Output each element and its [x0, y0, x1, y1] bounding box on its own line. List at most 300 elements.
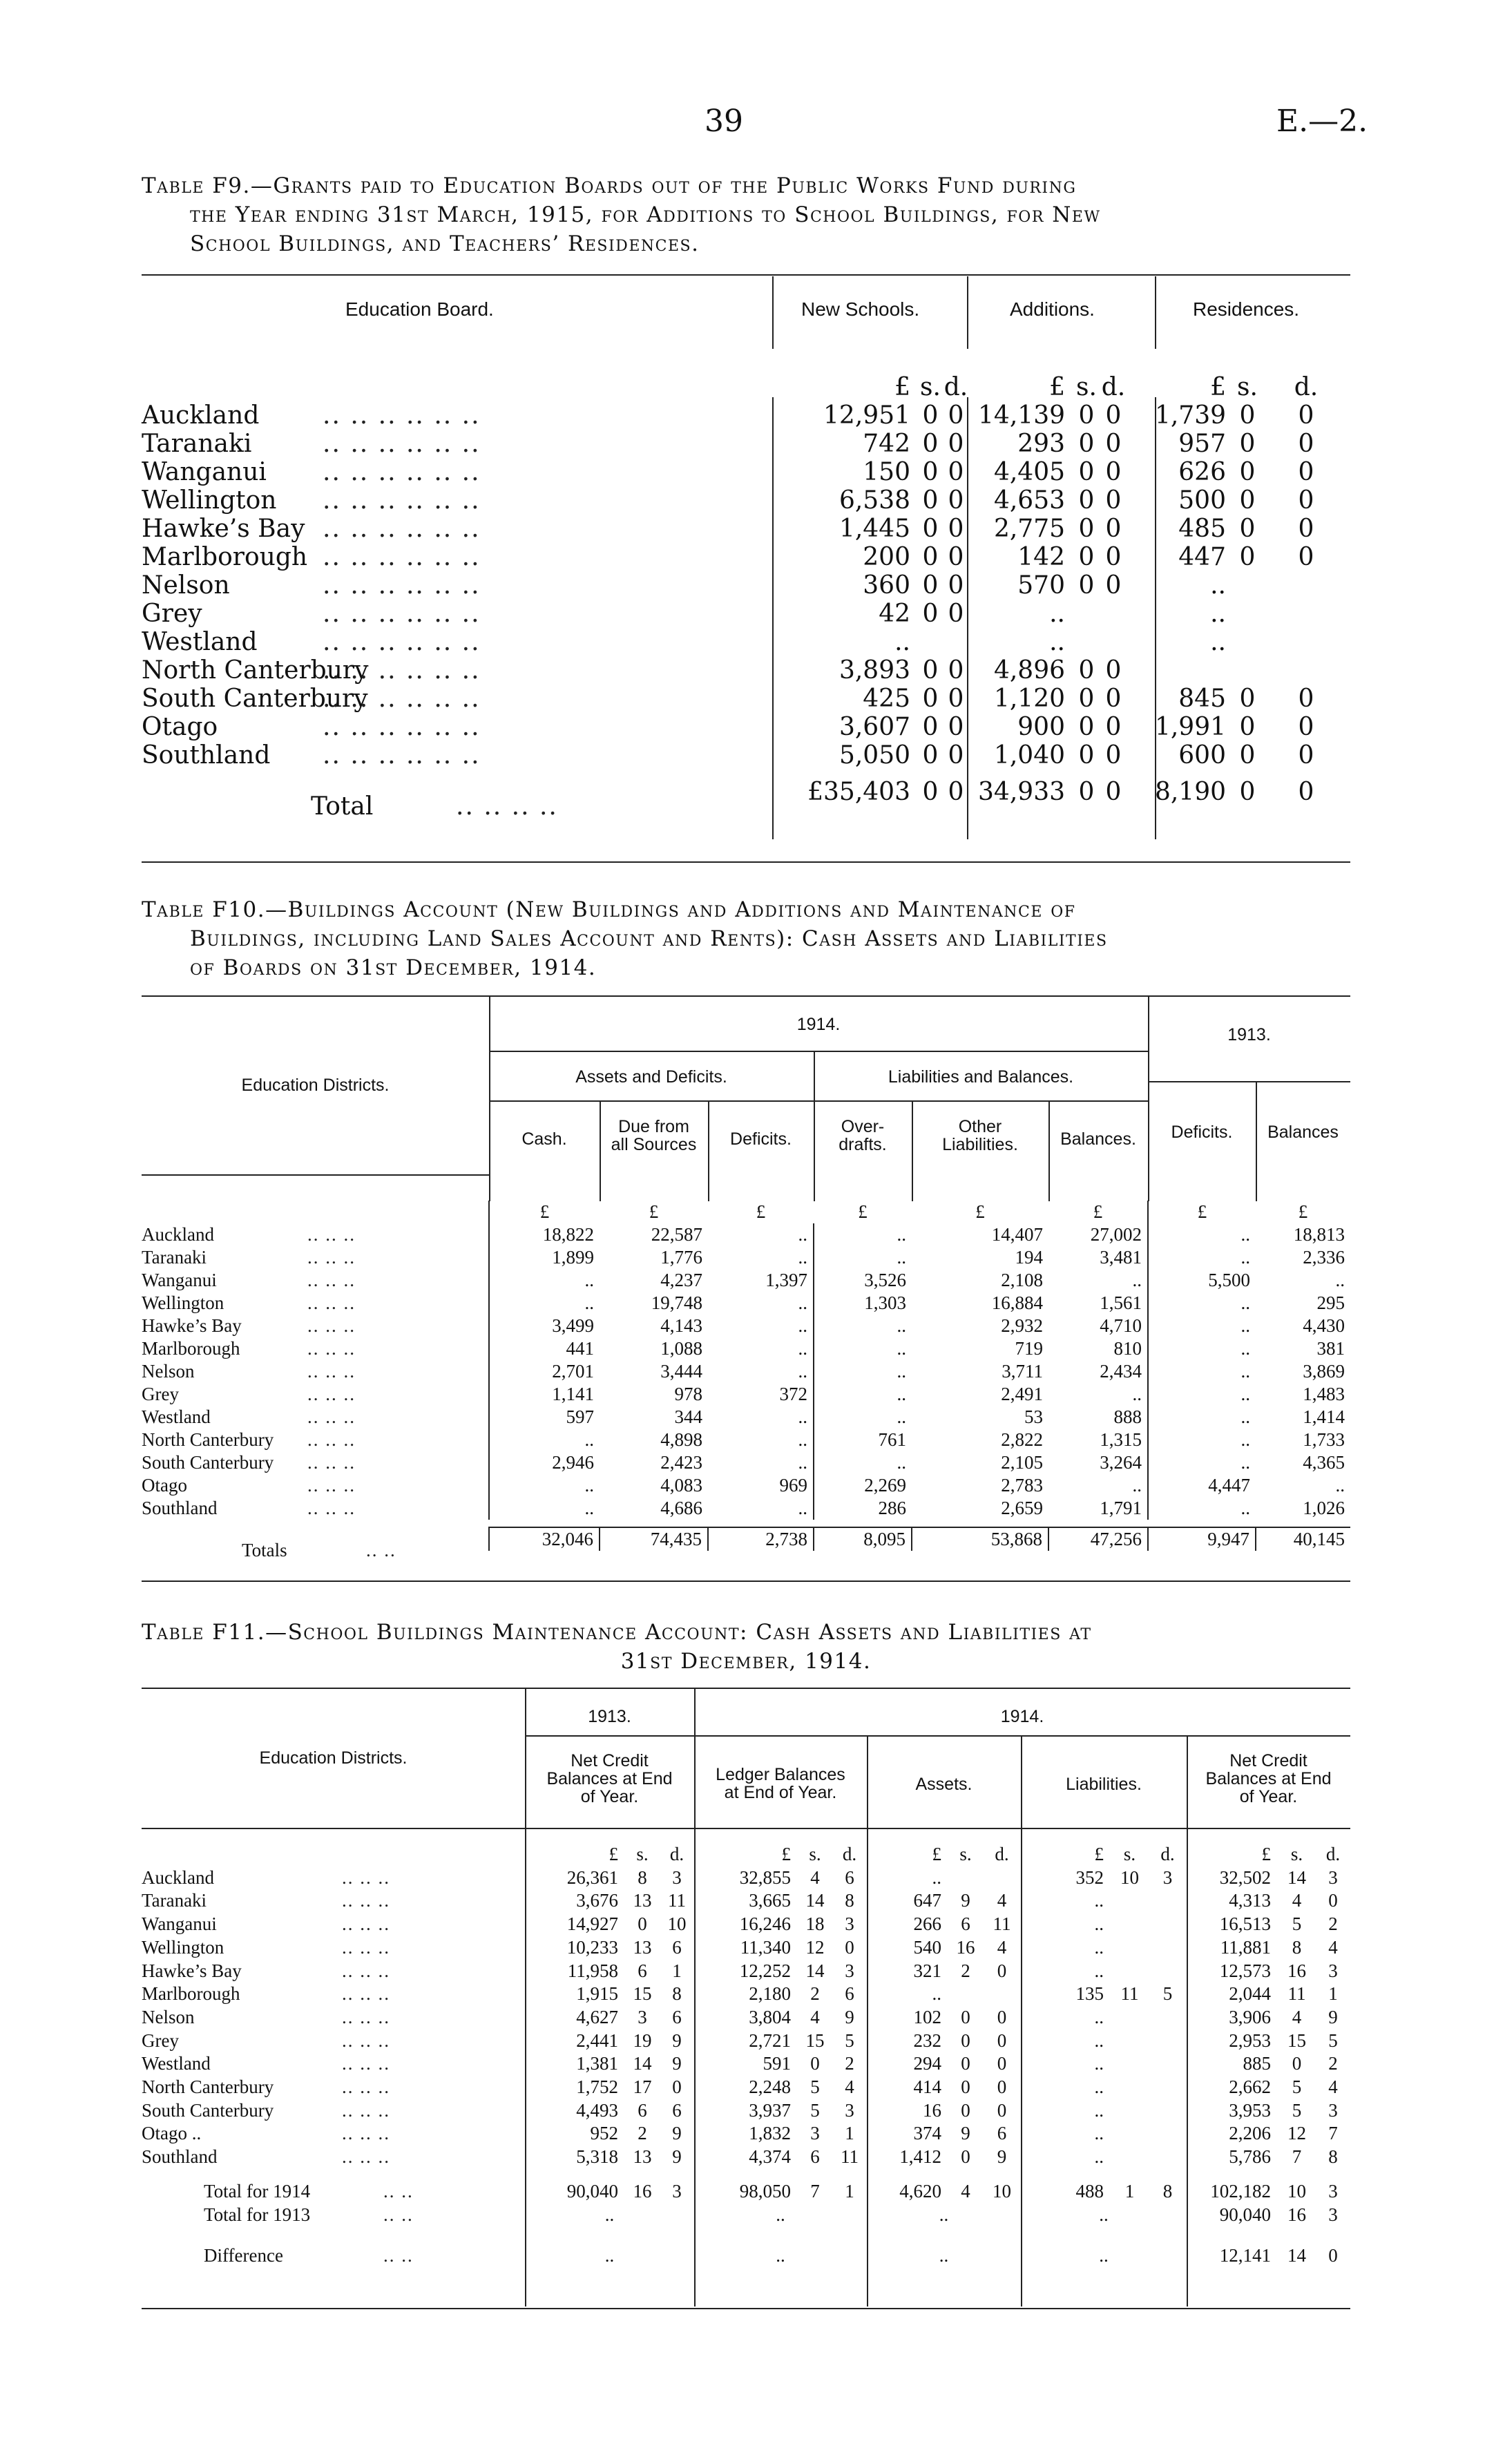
- table-f9-res-cell: 600: [1178, 741, 1226, 770]
- table-f9-total-res-cell: 8,190: [1154, 778, 1226, 806]
- table-f11-led-cell: 12,252: [739, 1960, 791, 1981]
- table-f11-lia-cell: 5: [1162, 1983, 1173, 2005]
- table-f10-value-cell: 5,500: [1148, 1269, 1256, 1292]
- table-f11-divider: [1187, 1828, 1188, 2307]
- table-f11-title-line-1: Table F11.—School Buildings Maintenance Account: Cash Assets and Liabilities at: [142, 1620, 1092, 1645]
- table-f9-new-cell: 742: [863, 430, 910, 458]
- table-f10-value-cell: 1,776: [660, 1247, 702, 1268]
- table-f11-rule: [525, 1735, 1350, 1737]
- table-f11-nc13-cell: 2,441: [576, 2030, 618, 2051]
- table-f10-col-overdrafts-line-1: Over-: [841, 1117, 885, 1136]
- leader-dots: .. .. ..: [342, 2030, 390, 2051]
- table-f10-district-cell: [142, 1406, 489, 1429]
- table-f11-nc13-cell: 3: [672, 2180, 682, 2202]
- district-name: Grey: [142, 2030, 179, 2051]
- table-f10-district-cell: [142, 1360, 489, 1383]
- table-f11-district-cell: [142, 1983, 525, 2006]
- table-f10-value-cell: ..: [798, 1247, 807, 1268]
- table-f11-lia-cell: [1149, 2099, 1187, 2123]
- leader-dots: .. .. ..: [307, 1338, 356, 1359]
- table-f11-nc14-cell: 5: [1292, 2076, 1302, 2098]
- unit-pounds: £: [894, 373, 910, 401]
- table-f11-nc13-cell: 5,318: [576, 2146, 618, 2168]
- table-f10-value-cell: 3,526: [814, 1269, 912, 1292]
- leader-dots: .. .. ..: [342, 1890, 390, 1911]
- table-f9-row: [142, 656, 1350, 685]
- table-f11-nc14-cell: 3,953: [1229, 2099, 1271, 2121]
- leader-dots: .. .. ..: [307, 1452, 356, 1473]
- table-f9-bottom-rule: [142, 861, 1350, 863]
- table-f11-lia-cell: [1149, 2146, 1187, 2169]
- table-f9-add-cell: 0: [1105, 430, 1122, 458]
- table-f11-lia-cell: ..: [1094, 1890, 1104, 1911]
- table-f9-res-cell: 0: [1298, 430, 1314, 458]
- table-f10-group-assets: Assets and Deficits.: [575, 1067, 727, 1087]
- table-f10-value-cell: 3,264: [1100, 1452, 1142, 1473]
- table-f11-led-cell: 2,721: [749, 2030, 791, 2051]
- table-f10-col-deficits-1913: Deficits.: [1171, 1123, 1233, 1142]
- board-name: Marlborough: [142, 543, 308, 571]
- table-f9-res-cell: 0: [1298, 741, 1314, 770]
- table-f10-value-cell: ..: [489, 1292, 600, 1315]
- table-f11-nc14-cell: 5: [1292, 1913, 1302, 1935]
- table-f9-board-cell: [142, 685, 772, 713]
- table-f11-district-cell: [142, 2146, 525, 2169]
- table-f11-lia-cell: 135: [1075, 1983, 1104, 2005]
- table-f9-col-board: Education Board.: [345, 298, 494, 320]
- table-f9-res-cell: 0: [1239, 685, 1256, 713]
- table-f11-nc13-cell: 1: [672, 1960, 682, 1981]
- table-f11-nc14-cell: 11,881: [1220, 1936, 1271, 1958]
- board-name: Hawke’s Bay: [142, 515, 305, 543]
- table-f9-res-cell: 0: [1298, 685, 1314, 713]
- table-f11-nc13-cell: 4,493: [576, 2099, 618, 2121]
- table-f11-led-cell: 1,832: [749, 2123, 791, 2144]
- table-f11-district-cell: [142, 2030, 525, 2053]
- table-f11-led-cell: 18: [805, 1913, 825, 1935]
- table-f11-ast-cell: 0: [997, 1960, 1007, 1981]
- table-f10-value-cell: 53: [1024, 1406, 1043, 1427]
- table-f10-title-line-1: Table F10.—Buildings Account (New Buildings and Additions and Maintenance of: [142, 897, 1076, 922]
- table-f9-add-cell: ..: [1049, 600, 1065, 628]
- table-f9-res-cell: 1,739: [1154, 401, 1226, 430]
- table-f10-district-cell: [142, 1246, 489, 1269]
- table-f11-row: [142, 2122, 1350, 2146]
- table-f11-row: [142, 2146, 1350, 2169]
- table-f11-district-cell: [142, 2052, 525, 2076]
- table-f11-divider: [867, 1828, 868, 2307]
- table-f11-lia-cell: [1111, 2099, 1149, 2123]
- table-f9-board-cell: [142, 543, 772, 571]
- table-f10-title: [142, 895, 1350, 982]
- table-f11-nc14-cell: 0: [1328, 2245, 1338, 2266]
- table-f11-nc14-cell: 11: [1287, 1983, 1306, 2005]
- table-f10-value-cell: 888: [1113, 1406, 1142, 1427]
- table-f11-ast-cell: 0: [997, 2006, 1007, 2027]
- leader-dots: .. .. .. .. .. ..: [323, 628, 481, 656]
- table-f9: [142, 373, 1350, 821]
- table-f10-value-cell: ..: [489, 1474, 600, 1497]
- table-f11-nc14-cell: 4: [1292, 1890, 1302, 1911]
- leader-dots: .. .. ..: [307, 1475, 356, 1496]
- table-f11-nc14-cell: 12,141: [1219, 2245, 1271, 2266]
- district-name: North Canterbury: [142, 1429, 274, 1450]
- table-f11-led-cell: 3: [810, 2123, 820, 2144]
- table-f11-lia-cell: 1: [1124, 2180, 1135, 2202]
- table-f9-total-add-cell: 0: [1078, 778, 1095, 806]
- table-f11-led-cell: 6: [845, 1983, 854, 2005]
- table-f9-total-res-cell: 0: [1239, 778, 1256, 806]
- table-f10-row: [142, 1429, 1350, 1451]
- table-f9-res-cell: 0: [1239, 543, 1256, 571]
- table-f10-value-cell: 810: [1113, 1338, 1142, 1359]
- table-f11-nc13-cell: 3,676: [576, 1890, 618, 1911]
- board-name: Wellington: [142, 486, 277, 515]
- table-f11-led-cell: 5: [810, 2076, 820, 2098]
- table-f11-ast-cell: 266: [913, 1913, 941, 1935]
- table-f11: [142, 1843, 1350, 2268]
- unit-pounds: £: [1049, 373, 1065, 401]
- table-f9-new-cell: 0: [948, 600, 964, 628]
- table-f10-district-cell: [142, 1429, 489, 1451]
- table-f11-lia-cell: [1111, 1889, 1149, 1913]
- spacer-row: [142, 770, 1350, 778]
- table-f11-lia-cell: ..: [1094, 2076, 1104, 2098]
- table-f11-nc13-cell: 11,958: [567, 1960, 618, 1981]
- table-f11-ast-cell: 540: [913, 1936, 941, 1958]
- table-f9-title-line-2: the Year ending 31st March, 1915, for Additions to School Buildings, for New: [190, 202, 1101, 227]
- table-f11-ast-cell: 9: [997, 2146, 1007, 2168]
- table-f10-value-cell: 2,932: [1001, 1315, 1043, 1336]
- leader-dots: .. ..: [383, 2204, 414, 2225]
- table-f11-lia-cell: ..: [1094, 1960, 1104, 1981]
- district-name: South Canterbury: [142, 2099, 274, 2121]
- table-f10-value-cell: 4,430: [1303, 1315, 1345, 1336]
- table-f9-res-cell: 0: [1298, 543, 1314, 571]
- table-f10-value-cell: 1,561: [1100, 1292, 1142, 1313]
- table-f9-new-cell: 0: [922, 401, 939, 430]
- board-name: Nelson: [142, 571, 230, 600]
- table-f11-led-cell: 6: [810, 2146, 820, 2168]
- table-f11-led-cell: 4,374: [749, 2146, 791, 2168]
- table-f11-led-cell: 14: [805, 1890, 825, 1911]
- table-f9-new-cell: 0: [922, 600, 939, 628]
- table-f11-nc13-cell: 4,627: [576, 2006, 618, 2027]
- table-f10-value-cell: 19,748: [651, 1292, 702, 1313]
- table-f9-res-cell: 0: [1298, 515, 1314, 543]
- table-f11-led-cell: 0: [810, 2053, 820, 2074]
- table-f11-row: [142, 1960, 1350, 1983]
- leader-dots: .. .. ..: [342, 1913, 390, 1935]
- table-f10-title-line-2: Buildings, including Land Sales Account and Rents): Cash Assets and Liabilities: [190, 926, 1108, 951]
- leader-dots: .. .. ..: [307, 1224, 356, 1245]
- table-f10-value-cell: ..: [1132, 1384, 1142, 1404]
- table-f11-ast-cell: 414: [913, 2076, 941, 2098]
- table-f10-district-cell: [142, 1497, 489, 1520]
- table-f11-ast-cell: 0: [997, 2076, 1007, 2098]
- table-f10-col-other-line-2: Liabilities.: [942, 1135, 1018, 1154]
- table-f10-value-cell: 2,701: [489, 1360, 600, 1383]
- table-f10-value-cell: ..: [814, 1315, 912, 1337]
- table-f11-ast-cell: 9: [961, 2123, 970, 2144]
- unit-pence: d.: [842, 1844, 857, 1864]
- table-f11-col-ledger-line-1: Ledger Balances: [716, 1765, 845, 1784]
- table-f9-divider: [772, 276, 774, 349]
- table-f11-lia-cell: ..: [1094, 2030, 1104, 2051]
- table-f11-ast-cell: 0: [961, 2099, 970, 2121]
- district-name: North Canterbury: [142, 2076, 274, 2098]
- table-f9-new-cell: 0: [948, 458, 964, 486]
- table-f9-new-cell: 0: [948, 486, 964, 515]
- table-f11-district-cell: [142, 1936, 525, 1960]
- table-f9-add-cell: 0: [1105, 401, 1122, 430]
- table-f11-ast-cell: 102: [913, 2006, 941, 2027]
- table-f11-nc13-cell: 0: [638, 1913, 647, 1935]
- page-number: 39: [705, 104, 743, 139]
- table-f9-new-cell: 1,445: [839, 515, 910, 543]
- table-f11-led-cell: 5: [810, 2099, 820, 2121]
- leader-dots: .. .. ..: [342, 2146, 390, 2168]
- district-name: Marlborough: [142, 1983, 240, 2005]
- table-f9-row: [142, 430, 1350, 458]
- table-f10-district-cell: [142, 1474, 489, 1497]
- table-f11-nc13-cell: 8: [672, 1983, 682, 2005]
- table-f11-ast-cell: 0: [961, 2030, 970, 2051]
- table-f9-board-cell: [142, 656, 772, 685]
- district-name: Southland: [142, 1498, 218, 1518]
- leader-dots: .. .. ..: [342, 2099, 390, 2121]
- table-f9-res-cell: 0: [1298, 458, 1314, 486]
- table-f11-row: [142, 2006, 1350, 2030]
- unit-pounds: £: [1093, 1201, 1103, 1222]
- table-f10-totals-row: [142, 1527, 1350, 1551]
- table-f11-led-cell: 2,180: [749, 1983, 791, 2005]
- table-f11-ast-cell: [948, 1866, 983, 1890]
- table-f9-add-cell: 0: [1078, 430, 1095, 458]
- table-f9-new-cell: 6,538: [839, 486, 910, 515]
- table-f11-led-cell: 0: [845, 1936, 854, 1958]
- table-f10-district-cell: [142, 1383, 489, 1406]
- table-f9-add-cell: 1,120: [993, 685, 1065, 713]
- table-f10-value-cell: ..: [798, 1429, 807, 1450]
- table-f9-title-line-1: Table F9.—Grants paid to Education Boards out of the Public Works Fund during: [142, 173, 1077, 198]
- leader-dots: .. .. ..: [342, 1960, 390, 1981]
- table-f9-board-cell: [142, 515, 772, 543]
- table-f11-lia-cell: [1149, 1936, 1187, 1960]
- table-f9-total-new-cell: 0: [948, 778, 964, 806]
- table-f11-nc13-cell: 9: [672, 2030, 682, 2051]
- table-f9-new-cell: 0: [948, 656, 964, 685]
- table-f9-new-cell: [917, 628, 943, 656]
- spacer-row: [142, 2169, 1350, 2180]
- table-f10-value-cell: ..: [1148, 1337, 1256, 1360]
- table-f11-bottom-rule: [142, 2308, 1350, 2309]
- table-f9-add-cell: 0: [1078, 656, 1095, 685]
- table-f9-row: [142, 685, 1350, 713]
- table-f10-total-cell: 40,145: [1256, 1527, 1350, 1551]
- district-name: Wellington: [142, 1292, 224, 1313]
- table-f11-ast-cell: ..: [932, 1983, 941, 2005]
- table-f11-district-cell: [142, 2006, 525, 2030]
- table-f9-row: [142, 543, 1350, 571]
- leader-dots: .. ..: [383, 2245, 414, 2266]
- table-f10-value-cell: 372: [779, 1384, 807, 1404]
- table-f11-lia-cell: [1149, 2052, 1187, 2076]
- table-f10-value-cell: 597: [489, 1406, 600, 1429]
- table-f11-divider: [525, 1828, 526, 2307]
- table-f9-add-cell: [1101, 600, 1126, 628]
- board-name: Auckland: [142, 401, 260, 430]
- table-f10-total-cell: 32,046: [489, 1527, 600, 1551]
- table-f10-value-cell: ..: [814, 1360, 912, 1383]
- table-f11-nc14-cell: 8: [1328, 2146, 1338, 2168]
- table-f11-ast-cell: 10: [993, 2180, 1011, 2202]
- leader-dots: .. .. .. .. .. ..: [323, 656, 481, 685]
- table-f11-nc14-cell: 4: [1328, 1936, 1338, 1958]
- table-f11-nc14-cell: 2,662: [1229, 2076, 1271, 2098]
- leader-dots: .. ..: [366, 1540, 396, 1560]
- table-f11-nc14-cell: 0: [1292, 2053, 1302, 2074]
- table-f11-col-net-credit-1914: [1187, 1752, 1350, 1806]
- table-f11-nc13-cell: 3: [672, 1866, 682, 1888]
- board-name: Wanganui: [142, 458, 267, 486]
- district-name: Southland: [142, 2146, 218, 2168]
- table-f9-add-cell: 0: [1105, 656, 1122, 685]
- table-f9-res-cell: 0: [1239, 486, 1256, 515]
- table-f11-rule: [142, 1828, 1350, 1829]
- table-f10-value-cell: ..: [1148, 1406, 1256, 1429]
- table-f11-lia-cell: [1149, 2122, 1187, 2146]
- table-f10-value-cell: 4,898: [660, 1429, 702, 1450]
- table-f11-empty-cell: ..: [1099, 2204, 1109, 2225]
- table-f11-nc14-cell: 14: [1287, 1866, 1306, 1888]
- table-f9-add-cell: 570: [1017, 571, 1065, 600]
- leader-dots: .. .. .. .. .. ..: [323, 543, 481, 571]
- table-f11-col-ledger: [694, 1766, 867, 1802]
- table-f9-row: [142, 458, 1350, 486]
- unit-pounds: £: [489, 1201, 600, 1223]
- unit-shillings: s.: [1290, 1844, 1303, 1864]
- leader-dots: .. ..: [383, 2180, 414, 2202]
- table-f10-col-balances-1913: Balances: [1267, 1123, 1339, 1142]
- table-f11-ast-cell: 294: [913, 2053, 941, 2074]
- table-f11-nc14-cell: 4: [1328, 2076, 1338, 2098]
- table-f10-value-cell: ..: [1148, 1451, 1256, 1474]
- table-f11-nc13-cell: 3: [638, 2006, 647, 2027]
- table-f11-col-liabilities: Liabilities.: [1066, 1775, 1142, 1794]
- table-f9-new-cell: 12,951: [823, 401, 910, 430]
- table-f10-group-liabilities: Liabilities and Balances.: [888, 1067, 1074, 1087]
- table-f10-value-cell: ..: [814, 1223, 912, 1246]
- table-f11-ast-cell: ..: [932, 1866, 941, 1888]
- table-f11-ast-cell: 321: [913, 1960, 941, 1981]
- leader-dots: .. .. .. .. .. ..: [323, 713, 481, 741]
- table-f10-total-cell: 74,435: [600, 1527, 708, 1551]
- table-f11-nc14-cell: 885: [1243, 2053, 1271, 2074]
- table-f9-add-cell: 0: [1078, 401, 1095, 430]
- table-f10-year-1913: 1913.: [1227, 1025, 1271, 1044]
- table-f9-new-cell: 5,050: [839, 741, 910, 770]
- table-f9-res-cell: 0: [1239, 401, 1256, 430]
- table-f9-total-res-cell: 0: [1298, 778, 1314, 806]
- table-f10-row: [142, 1383, 1350, 1406]
- table-f9-total-label-cell: [142, 778, 772, 821]
- unit-pence: d.: [1325, 1844, 1341, 1864]
- unit-pence: d.: [1160, 1844, 1175, 1864]
- unit-pounds: £: [1094, 1844, 1104, 1864]
- table-f11-led-cell: 9: [845, 2006, 854, 2027]
- table-f10-value-cell: 16,884: [991, 1292, 1043, 1313]
- table-f11-lia-cell: ..: [1094, 2053, 1104, 2074]
- table-f10-value-cell: 2,659: [1001, 1498, 1043, 1518]
- table-f10-row: [142, 1315, 1350, 1337]
- table-f11-ast-cell: [983, 1983, 1021, 2006]
- table-f10-col-other-liabilities: [912, 1118, 1048, 1154]
- table-f11-lia-cell: [1111, 1960, 1149, 1983]
- leader-dots: .. .. ..: [342, 1866, 390, 1888]
- table-f9-res-cell: 0: [1239, 515, 1256, 543]
- table-f11-lia-cell: [1111, 2122, 1149, 2146]
- table-f10-value-cell: 344: [674, 1406, 702, 1427]
- table-f11-nc14-cell: 32,502: [1219, 1866, 1271, 1888]
- table-f11-lia-cell: [1149, 1889, 1187, 1913]
- table-f9-res-cell: 845: [1178, 685, 1226, 713]
- unit-shillings: s.: [1076, 373, 1097, 401]
- district-name: Auckland: [142, 1224, 214, 1245]
- table-f11-led-cell: 14: [805, 1960, 825, 1981]
- table-f10-value-cell: ..: [814, 1406, 912, 1429]
- table-f9-col-additions: Additions.: [1010, 298, 1095, 320]
- table-f10-value-cell: ..: [798, 1315, 807, 1336]
- table-f11-ast-cell: [948, 1983, 983, 2006]
- table-f11-lia-cell: 3: [1162, 1866, 1173, 1888]
- table-f9-add-cell: [1072, 628, 1101, 656]
- table-f10-col-overdrafts: [814, 1118, 912, 1154]
- table-f9-new-cell: [943, 628, 968, 656]
- leader-dots: .. .. .. .. .. ..: [323, 401, 481, 430]
- table-f9-new-cell: 0: [948, 430, 964, 458]
- table-f11-empty-cell: ..: [776, 2204, 785, 2225]
- table-f10-col-other-line-1: Other: [958, 1117, 1002, 1136]
- table-f11-lia-cell: 11: [1120, 1983, 1139, 2005]
- table-f9-row: [142, 515, 1350, 543]
- table-f9-res-cell: [1126, 656, 1233, 685]
- table-f9-new-cell: 200: [863, 543, 910, 571]
- district-name: South Canterbury: [142, 1452, 274, 1473]
- table-f10-value-cell: 1,791: [1100, 1498, 1142, 1518]
- table-f11-nc14-cell: 4: [1292, 2006, 1302, 2027]
- table-f11-nc13-cell: 13: [633, 1890, 652, 1911]
- table-f9-res-cell: [1233, 656, 1262, 685]
- district-name: Hawke’s Bay: [142, 1960, 242, 1981]
- total-label: Total: [311, 792, 374, 821]
- table-f11-nc14-cell: 3: [1328, 2099, 1338, 2121]
- board-name: South Canterbury: [142, 685, 368, 713]
- table-f9-add-cell: 0: [1105, 515, 1122, 543]
- table-f11-ast-cell: 6: [961, 1913, 970, 1935]
- table-f11-col-ledger-line-2: at End of Year.: [724, 1783, 837, 1802]
- table-f10-district-cell: [142, 1315, 489, 1337]
- table-f10-row: [142, 1497, 1350, 1520]
- table-f11-nc13-cell: 19: [633, 2030, 652, 2051]
- table-f11-lia-cell: ..: [1094, 1936, 1104, 1958]
- table-f10-value-cell: 2,108: [1001, 1270, 1043, 1290]
- table-f10-value-cell: 1,414: [1303, 1406, 1345, 1427]
- leader-dots: .. .. ..: [307, 1498, 356, 1518]
- table-f11-empty-cell: ..: [939, 2204, 949, 2225]
- table-f10-total-cell: 8,095: [814, 1527, 912, 1551]
- table-f11-lia-cell: [1111, 2052, 1149, 2076]
